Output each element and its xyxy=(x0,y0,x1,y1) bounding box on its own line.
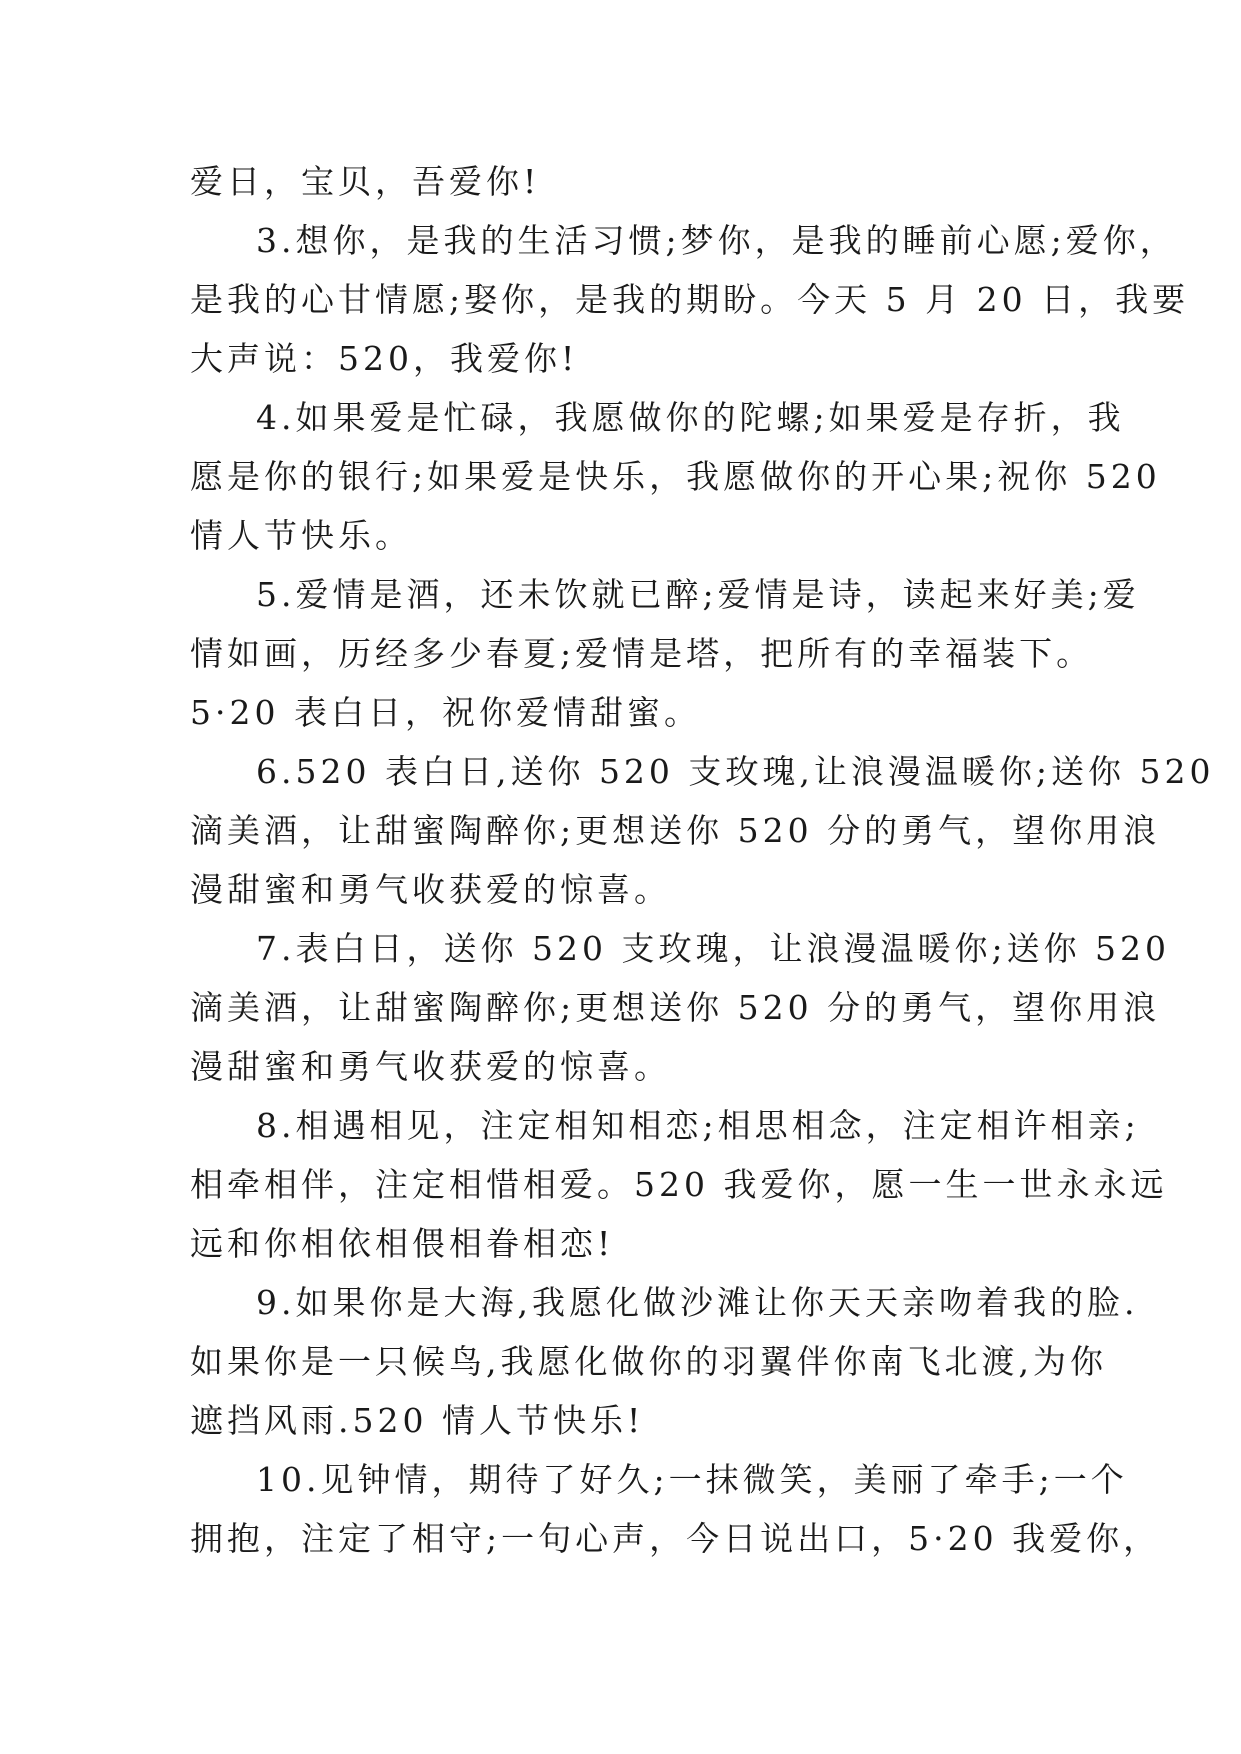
paragraph-8-line-3: 远和你相依相偎相眷相恋! xyxy=(190,1224,615,1263)
paragraph-4-line-3: 情人节快乐。 xyxy=(190,516,412,555)
paragraph-4-line-2: 愿是你的银行;如果爱是快乐，我愿做你的开心果;祝你 520 xyxy=(190,457,1161,496)
paragraph-8-line-1: 8.相遇相见，注定相知相恋;相思相念，注定相许相亲; xyxy=(256,1106,1140,1145)
paragraph-4-line-1: 4.如果爱是忙碌，我愿做你的陀螺;如果爱是存折，我 xyxy=(256,398,1125,437)
paragraph-7-line-3: 漫甜蜜和勇气收获爱的惊喜。 xyxy=(190,1047,671,1086)
paragraph-3-line-3: 大声说：520，我爱你! xyxy=(190,339,579,378)
paragraph-7-line-1: 7.表白日，送你 520 支玫瑰，让浪漫温暖你;送你 520 xyxy=(256,929,1171,968)
paragraph-6-line-2: 滴美酒，让甜蜜陶醉你;更想送你 520 分的勇气，望你用浪 xyxy=(190,811,1161,850)
paragraph-9-line-3: 遮挡风雨.520 情人节快乐! xyxy=(190,1401,645,1440)
paragraph-9-line-2: 如果你是一只候鸟,我愿化做你的羽翼伴你南飞北渡,为你 xyxy=(190,1342,1107,1381)
paragraph-9-line-1: 9.如果你是大海,我愿化做沙滩让你天天亲吻着我的脸. xyxy=(256,1283,1139,1322)
paragraph-7-line-2: 滴美酒，让甜蜜陶醉你;更想送你 520 分的勇气，望你用浪 xyxy=(190,988,1161,1027)
paragraph-10-line-1: 10.见钟情，期待了好久;一抹微笑，美丽了牵手;一个 xyxy=(256,1460,1128,1499)
paragraph-6-line-1: 6.520 表白日,送你 520 支玫瑰,让浪漫温暖你;送你 520 xyxy=(256,752,1215,791)
paragraph-10-line-2: 拥抱，注定了相守;一句心声，今日说出口，5·20 我爱你， xyxy=(190,1519,1161,1558)
paragraph-3-line-1: 3.想你，是我的生活习惯;梦你，是我的睡前心愿;爱你， xyxy=(256,221,1177,260)
paragraph-8-line-2: 相牵相伴，注定相惜相爱。520 我爱你，愿一生一世永永远 xyxy=(190,1165,1168,1204)
text-line: 爱日，宝贝，吾爱你! xyxy=(190,162,541,201)
paragraph-5-line-1: 5.爱情是酒，还未饮就已醉;爱情是诗，读起来好美;爱 xyxy=(256,575,1140,614)
paragraph-6-line-3: 漫甜蜜和勇气收获爱的惊喜。 xyxy=(190,870,671,909)
paragraph-5-line-3: 5·20 表白日，祝你爱情甜蜜。 xyxy=(190,693,701,732)
paragraph-5-line-2: 情如画，历经多少春夏;爱情是塔，把所有的幸福装下。 xyxy=(190,634,1094,673)
paragraph-3-line-2: 是我的心甘情愿;娶你，是我的期盼。今天 5 月 20 日，我要 xyxy=(190,280,1190,319)
